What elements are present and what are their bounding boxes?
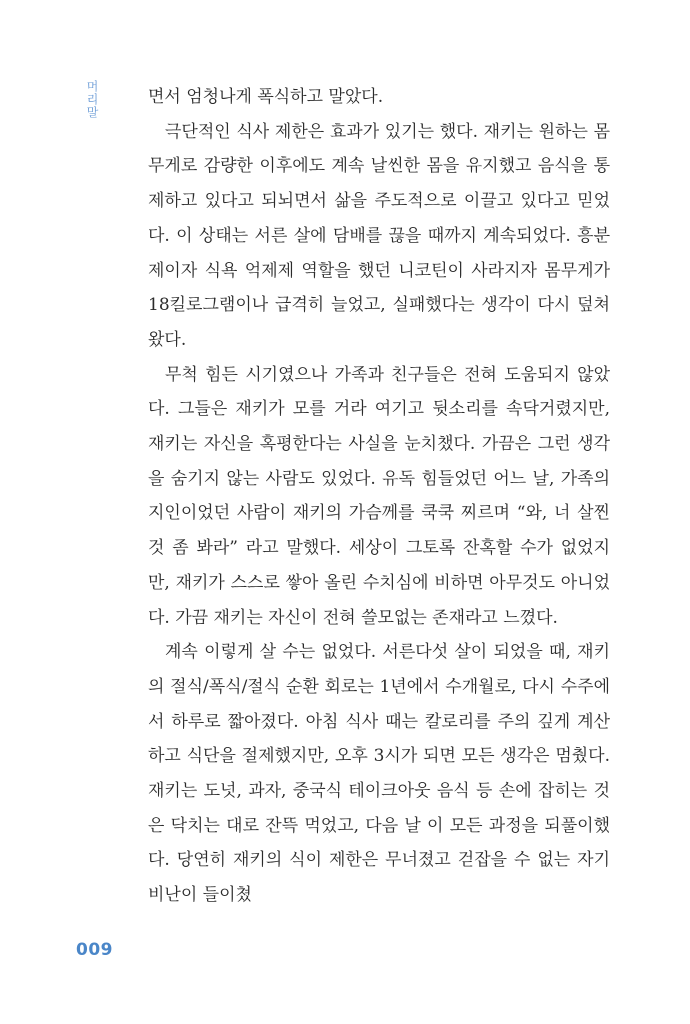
- paragraph: 무척 힘든 시기였으나 가족과 친구들은 전혀 도움되지 않았다. 그들은 재키가 모를 거라 여기고 뒷소리를 속닥거렸지만, 재키는 자신을 혹평한다는 사실을 눈치챘다. 가끔은 그런 생각을 숨기지 않는 사람도 있었다. 유독 힘들었던 어느 날, 가족의 지인이었던 사람이 재키의 가슴께를 쿡쿡 찌르며 “와, 너 살찐 것 좀 봐라” 라고 말했다. 세상이 그토록 잔혹할 수가 없었지만, 재키가 스스로 쌓아 올린 수치심에 비하면 아무것도 아니었다. 가끔 재키는 자신이 전혀 쓸모없는 존재라고 느꼈다.: [148, 364, 610, 628]
- paragraph-continued: 면서 엄청나게 폭식하고 말았다.: [148, 87, 384, 107]
- running-header-chapter-label: 머리말: [85, 80, 99, 119]
- body-text: [148, 80, 610, 913]
- page-number: 009: [76, 940, 113, 960]
- paragraph: 극단적인 식사 제한은 효과가 있기는 했다. 재키는 원하는 몸무게로 감량한 이후에도 계속 날씬한 몸을 유지했고 음식을 통제하고 있다고 되뇌면서 삶을 주도적으로 이끌고 있다고 믿었다. 이 상태는 서른 살에 담배를 끊을 때까지 계속되었다. 흥분제이자 식욕 억제제 역할을 했던 니코틴이 사라지자 몸무게가 18킬로그램이나 급격히 늘었고, 실패했다는 생각이 다시 덮쳐왔다.: [148, 121, 610, 350]
- paragraph: 계속 이렇게 살 수는 없었다. 서른다섯 살이 되었을 때, 재키의 절식/폭식/절식 순환 회로는 1년에서 수개월로, 다시 수주에서 하루로 짧아졌다. 아침 식사 때는 칼로리를 주의 깊게 계산하고 식단을 절제했지만, 오후 3시가 되면 모든 생각은 멈췄다. 재키는 도넛, 과자, 중국식 테이크아웃 음식 등 손에 잡히는 것은 닥치는 대로 잔뜩 먹었고, 다음 날 이 모든 과정을 되풀이했다. 당연히 재키의 식이 제한은 무너졌고 걷잡을 수 없는 자기 비난이 들이쳤: [148, 642, 610, 906]
